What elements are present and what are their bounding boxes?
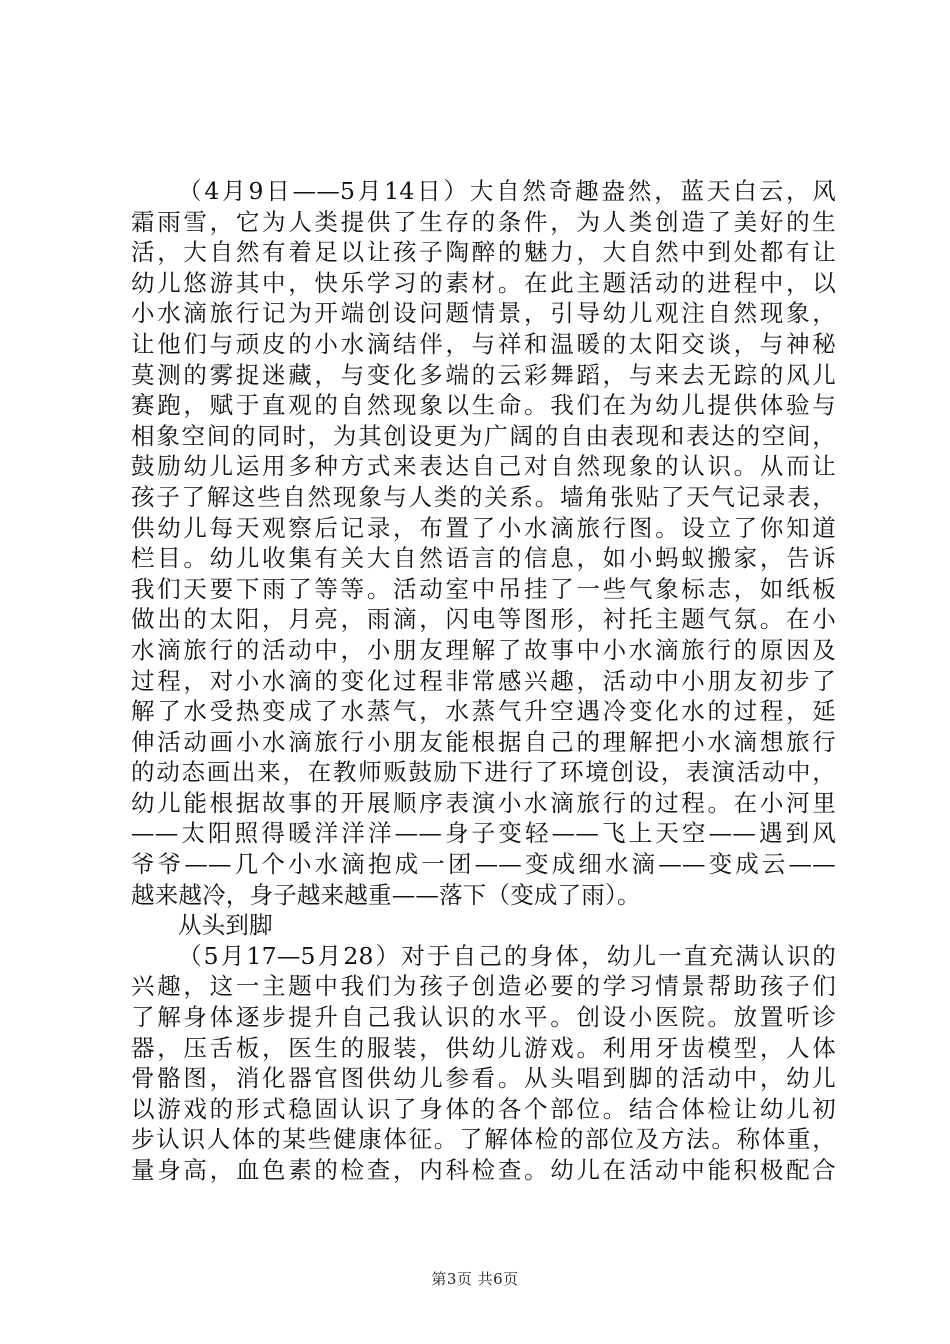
- paragraph-line: 了解身体逐步提升自己我认识的水平。创设小医院。放置听诊: [131, 1003, 836, 1032]
- paragraph-line: ——太阳照得暖洋洋洋——身子变轻——飞上天空——遇到风: [131, 819, 836, 848]
- paragraph-line: （4月9日——5月14日）大自然奇趣盎然，蓝天白云，风: [178, 177, 836, 205]
- paragraph-line: 我们天要下雨了等等。活动室中吊挂了一些气象标志，如纸板: [131, 574, 836, 603]
- paragraph-line: 兴趣，这一主题中我们为孩子创造必要的学习情景帮助孩子们: [131, 972, 836, 1001]
- section-heading: 从头到脚: [178, 911, 273, 940]
- paragraph-line: 相象空间的同时，为其创设更为广阔的自由表现和表达的空间，: [131, 421, 836, 450]
- paragraph-line: 水滴旅行的活动中，小朋友理解了故事中小水滴旅行的原因及: [131, 635, 836, 664]
- paragraph-line: 爷爷——几个小水滴抱成一团——变成细水滴——变成云——: [131, 850, 836, 879]
- paragraph-line: 孩子了解这些自然现象与人类的关系。墙角张贴了天气记录表，: [131, 482, 836, 511]
- paragraph-line: 供幼儿每天观察后记录，布置了小水滴旅行图。设立了你知道: [131, 513, 836, 542]
- paragraph-line: 霜雨雪，它为人类提供了生存的条件，为人类创造了美好的生: [131, 207, 836, 236]
- paragraph-line: 以游戏的形式稳固认识了身体的各个部位。结合体检让幼儿初: [131, 1094, 836, 1123]
- page-number: 第3页 共6页: [431, 1270, 519, 1288]
- paragraph-line: 器，压舌板，医生的服装，供幼儿游戏。利用牙齿模型，人体: [131, 1033, 836, 1062]
- paragraph-line: 步认识人体的某些健康体征。了解体检的部位及方法。称体重，: [131, 1125, 836, 1154]
- paragraph-line: 伸活动画小水滴旅行小朋友能根据自己的理解把小水滴想旅行: [131, 727, 836, 756]
- paragraph-line: 的动态画出来，在教师贩鼓励下进行了环境创设，表演活动中，: [131, 758, 836, 787]
- paragraph-line: 栏目。幼儿收集有关大自然语言的信息，如小蚂蚁搬家，告诉: [131, 544, 836, 573]
- paragraph-line: 鼓励幼儿运用多种方式来表达自己对自然现象的认识。从而让: [131, 452, 836, 481]
- paragraph-line: 小水滴旅行记为开端创设问题情景，引导幼儿观注自然现象，: [131, 299, 836, 328]
- paragraph-line: （5月17—5月28）对于自己的身体，幼儿一直充满认识的: [178, 941, 836, 970]
- paragraph-line: 量身高，血色素的检查，内科检查。幼儿在活动中能积极配合: [131, 1156, 836, 1184]
- paragraph-line: 让他们与顽皮的小水滴结伴，与祥和温暖的太阳交谈，与神秘: [131, 329, 836, 358]
- document-body: [131, 176, 836, 1186]
- paragraph-line: 莫测的雾捉迷藏，与变化多端的云彩舞蹈，与来去无踪的风儿: [131, 360, 836, 389]
- paragraph-line: 赛跑，赋于直观的自然现象以生命。我们在为幼儿提供体验与: [131, 391, 836, 420]
- paragraph-line: 幼儿悠游其中，快乐学习的素材。在此主题活动的进程中，以: [131, 268, 836, 297]
- paragraph-line: 活，大自然有着足以让孩子陶醉的魅力，大自然中到处都有让: [131, 238, 836, 267]
- paragraph-line: 过程，对小水滴的变化过程非常感兴趣，活动中小朋友初步了: [131, 666, 836, 695]
- paragraph-line: 解了水受热变成了水蒸气，水蒸气升空遇冷变化水的过程，延: [131, 697, 836, 726]
- paragraph-line: 做出的太阳，月亮，雨滴，闪电等图形，衬托主题气氛。在小: [131, 605, 836, 634]
- paragraph-line: 骨骼图，消化器官图供幼儿参看。从头唱到脚的活动中，幼儿: [131, 1064, 836, 1093]
- paragraph-line-last: 越来越冷，身子越来越重——落下（变成了雨）。: [131, 880, 641, 909]
- paragraph-line: 幼儿能根据故事的开展顺序表演小水滴旅行的过程。在小河里: [131, 788, 836, 817]
